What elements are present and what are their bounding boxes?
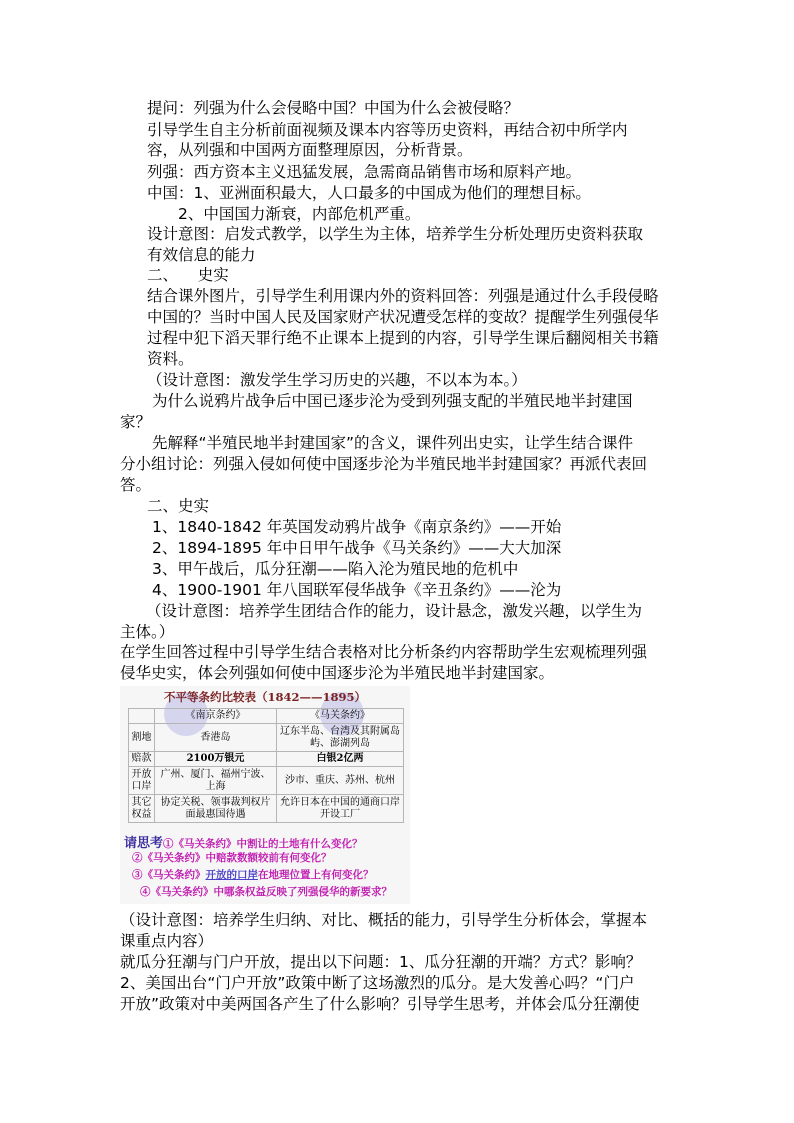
table-cell: 广州、厦门、福州宁波、上海 xyxy=(155,767,277,795)
row-label: 割地 xyxy=(129,724,155,752)
text-line: 就瓜分狂潮与门户开放，提出以下问题：1、瓜分狂潮的开端？方式？影响？ xyxy=(120,953,642,971)
table-cell: 白银2亿两 xyxy=(277,752,404,767)
think-question: ②《马关条约》中赔款数额较前有何变化？ xyxy=(132,852,332,864)
think-question-text: ③《马关条约》 xyxy=(132,869,206,881)
figure-title: 不平等条约比较表（1842——1895） xyxy=(163,690,366,704)
section-heading: 二、 史实 xyxy=(147,266,229,284)
list-item: 2、1894-1895 年中日甲午战争《马关条约》——大大加深 xyxy=(152,539,562,557)
table-row xyxy=(129,795,404,823)
text-line: 开放”政策对中美两国各产生了什么影响？引导学生思考，并体会瓜分狂潮使 xyxy=(120,995,640,1013)
text-line: 先解释“半殖民地半封建国家”的含义，课件列出史实，让学生结合课件 xyxy=(152,434,634,452)
text-line: 侵华史实，体会列强如何使中国逐步沦为半殖民地半封建国家。 xyxy=(120,664,555,682)
text-line: 课重点内容） xyxy=(120,932,214,950)
table-cell: 香港岛 xyxy=(155,724,277,752)
table-row xyxy=(129,767,404,795)
table-cell: 2100万银元 xyxy=(155,752,277,767)
think-heading: 请思考 xyxy=(124,836,164,851)
text-line: 引导学生自主分析前面视频及课本内容等历史资料，再结合初中所学内 xyxy=(147,121,628,139)
text-line: 2、中国国力渐衰，内部危机严重。 xyxy=(178,205,421,223)
table-row xyxy=(129,724,404,752)
column-header: 《马关条约》 xyxy=(277,709,404,724)
text-line: 容，从列强和中国两方面整理原因，分析背景。 xyxy=(147,141,473,159)
list-item: 1、1840-1842 年英国发动鸦片战争《南京条约》——开始 xyxy=(152,518,562,536)
think-question-highlight: 开放的口岸 xyxy=(205,869,258,881)
text-line: 资料。 xyxy=(147,350,194,368)
text-line: 家？ xyxy=(120,413,152,431)
text-line: 中国的？当时中国人民及国家财产状况遭受怎样的变故？提醒学生列强侵华 xyxy=(147,308,659,326)
text-line: 为什么说鸦片战争后中国已逐步沦为受到列强支配的半殖民地半封建国 xyxy=(152,392,633,410)
think-question xyxy=(124,832,363,851)
think-question-text: ①《马关条约》中割让的土地有什么变化？ xyxy=(163,838,363,850)
text-line: 提问：列强为什么会侵略中国？中国为什么会被侵略？ xyxy=(147,99,520,117)
text-line: 答。 xyxy=(120,476,152,494)
row-label: 其它权益 xyxy=(129,795,155,823)
table-header-row xyxy=(129,709,404,724)
text-line: （设计意图：培养学生归纳、对比、概括的能力，引导学生分析体会，掌握本 xyxy=(120,911,648,929)
row-label: 赔款 xyxy=(129,752,155,767)
section-heading: 二、史实 xyxy=(147,497,210,515)
treaty-comparison-figure xyxy=(120,686,410,904)
table-cell: 协定关税、领事裁判权片面最惠国待遇 xyxy=(155,795,277,823)
table-corner xyxy=(129,709,155,724)
text-line: 有效信息的能力 xyxy=(147,246,256,264)
list-item: 4、1900-1901 年八国联军侵华战争《辛丑条约》——沦为 xyxy=(152,581,562,599)
treaty-comparison-table xyxy=(128,708,404,823)
text-line: 过程中犯下滔天罪行绝不止课本上提到的内容，引导学生课后翻阅相关书籍 xyxy=(147,329,659,347)
text-line: 结合课外图片，引导学生利用课内外的资料回答：列强是通过什么手段侵略 xyxy=(147,287,659,305)
think-question xyxy=(132,867,374,882)
text-line: 在学生回答过程中引导学生结合表格对比分析条约内容帮助学生宏观梳理列强 xyxy=(120,643,648,661)
text-line: 列强：西方资本主义迅猛发展，急需商品销售市场和原料产地。 xyxy=(147,163,582,181)
table-cell: 辽东半岛、台湾及其附属岛屿、澎湖列岛 xyxy=(277,724,404,752)
table-row xyxy=(129,752,404,767)
list-item: 3、甲午战后，瓜分狂潮——陷入沦为殖民地的危机中 xyxy=(152,560,519,578)
column-header: 《南京条约》 xyxy=(155,709,277,724)
text-line: （设计意图：激发学生学习历史的兴趣，不以本为本。） xyxy=(147,371,527,389)
text-line: 中国：1、亚洲面积最大，人口最多的中国成为他们的理想目标。 xyxy=(147,184,591,202)
row-label: 开放口岸 xyxy=(129,767,155,795)
text-line: 主体。） xyxy=(120,623,175,641)
think-question: ④《马关条约》中哪条权益反映了列强侵华的新要求？ xyxy=(140,886,392,898)
table-cell: 沙市、重庆、苏州、杭州 xyxy=(277,767,404,795)
think-question-text: 在地理位置上有何变化？ xyxy=(258,869,374,881)
text-line: 分小组讨论：列强入侵如何使中国逐步沦为半殖民地半封建国家？再派代表回 xyxy=(120,455,648,473)
table-cell: 允许日本在中国的通商口岸开设工厂 xyxy=(277,795,404,823)
text-line: 设计意图：启发式教学，以学生为主体，培养学生分析处理历史资料获取 xyxy=(147,225,644,243)
text-line: （设计意图：培养学生团结合作的能力，设计悬念，激发兴趣，以学生为 xyxy=(146,602,643,620)
text-line: 2、美国出台“门户开放”政策中断了这场激烈的瓜分。是大发善心吗？“门户 xyxy=(120,974,635,992)
